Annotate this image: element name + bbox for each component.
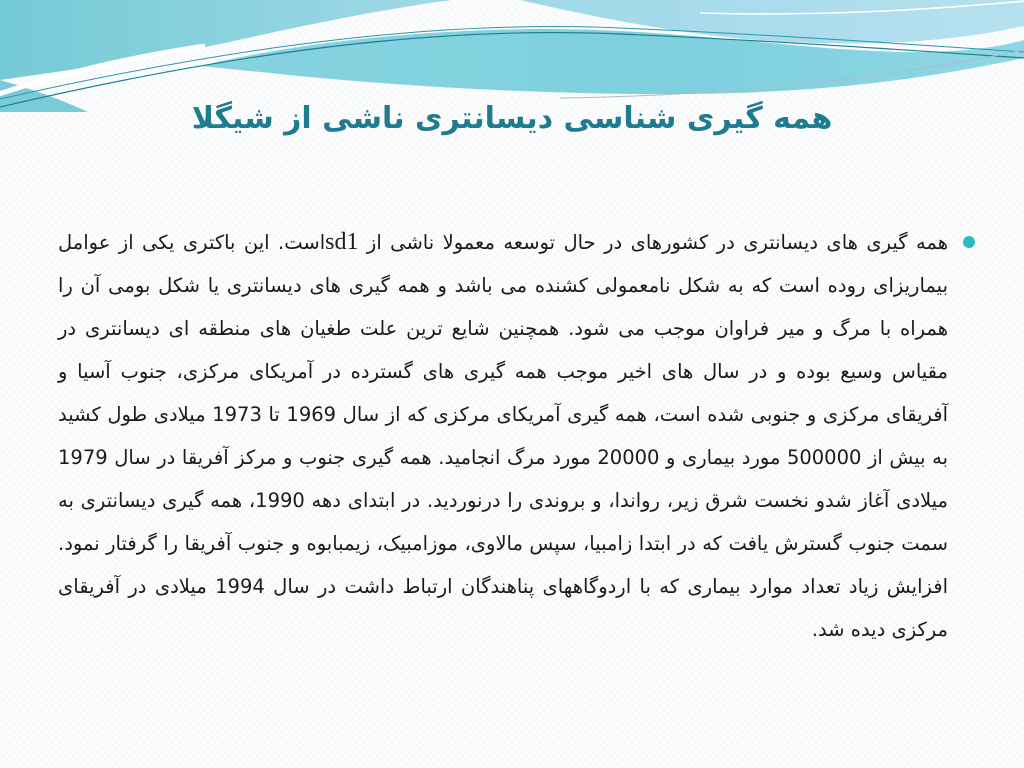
latin-term: sd1 — [325, 229, 359, 255]
bullet-marker-icon — [963, 236, 975, 248]
paragraph-text-before: همه گیری های دیسانتری در کشورهای در حال توسعه معمولا ناشی از — [358, 231, 948, 254]
body-paragraph — [58, 221, 948, 651]
slide-title: همه گیری شناسی دیسانتری ناشی از شیگلا — [191, 101, 833, 136]
paragraph-text-after: است. این باکتری یکی از عوامل بیماریزای روده است که به شکل نامعمولی کشنده می باشد و همه گیری های دیسانتری یا شکل بومی آن را همراه با مرگ و میر فراوان موجب می شود. همچنین شایع ترین علت طغیان های منطقه ای دیسانتری در مقیاس وسیع بوده و در سال های اخیر موجب همه گیری های گسترده در آمریکای مرکزی، جنوب آسیا و آفریقای مرکزی و جنوبی شده است، همه گیری آمریکای مرکزی که از سال 1969 تا 1973 میلادی طول کشید به بیش از 500000 مورد بیماری و 20000 مورد مرگ انجامید. همه گیری جنوب و مرکز آفریقا در سال 1979 میلادی آغاز شدو نخست شرق زیر، رواندا، و بروندی را درنوردید. در ابتدای دهه 1990، همه گیری دیسانتری به سمت جنوب گسترش یافت که در ابتدا زامبیا، سپس مالاوی، موزامبیک، زیمبابوه و جنوب آفریقا را گرفتار نمود. افزایش زیاد تعداد موارد بیماری که با اردوگاههای پناهندگان ارتباط داشت در سال 1994 میلادی در آفریقای مرکزی دیده شد. — [58, 231, 949, 641]
bullet-item — [58, 221, 975, 651]
